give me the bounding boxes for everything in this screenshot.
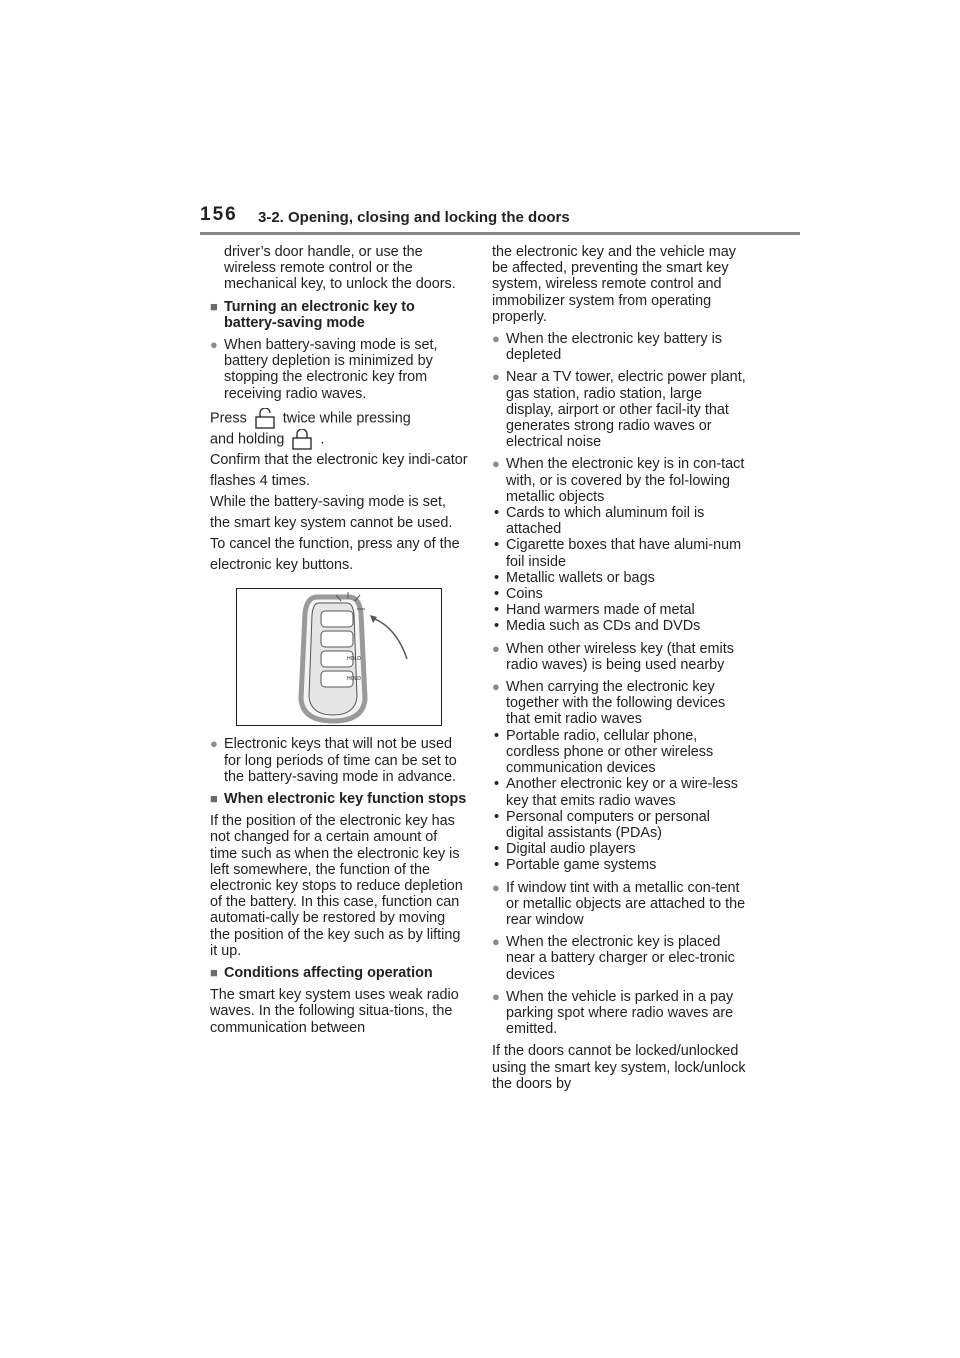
- electronic-key-illustration: [237, 589, 441, 725]
- intro-text: driver’s door handle, or use the wireless remote control or the mechanical key, to unlock the doors.: [224, 244, 456, 293]
- right-column: [492, 244, 750, 1098]
- hold-label-2: HOLD: [347, 676, 361, 683]
- while-text: While the battery-saving mode is set, the smart key system cannot be used. To cancel the function, press any of the electronic key buttons.: [210, 494, 460, 574]
- page-number: 156: [200, 204, 238, 225]
- list-item: • Metallic wallets or bags: [492, 570, 750, 586]
- condition-metallic-objects: ● When the electronic key is in con-tact with, or is covered by the fol-lowing metallic objects: [492, 456, 750, 505]
- list-item: • Media such as CDs and DVDs: [492, 618, 750, 634]
- confirm-text: Confirm that the electronic key indi-cator flashes 4 times.: [210, 452, 468, 490]
- condition-near-tower: ● Near a TV tower, electric power plant, gas station, radio station, large display, airport or other facil-ity that generates strong radio waves or electrical noise: [492, 369, 750, 450]
- hold-suffix-text: .: [320, 431, 325, 448]
- list-item: • Personal computers or personal digital assistants (PDAs): [492, 809, 750, 841]
- hold-line: [210, 429, 468, 450]
- condition-pay-parking: ● When the vehicle is parked in a pay parking spot where radio waves are emitted.: [492, 989, 750, 1038]
- lock-icon: [288, 429, 316, 450]
- bullet-battery-saving: ● When battery-saving mode is set, battery depletion is minimized by stopping the electronic key from receiving radio waves.: [210, 337, 468, 402]
- condition-battery-charger: ● When the electronic key is placed near a battery charger or elec-tronic devices: [492, 934, 750, 983]
- press-text: Press: [210, 410, 247, 427]
- list-item: • Cigarette boxes that have alumi-num foil inside: [492, 537, 750, 569]
- left-column: [210, 244, 468, 1042]
- header-rule: [200, 232, 800, 235]
- list-item: • Hand warmers made of metal: [492, 602, 750, 618]
- condition-other-wireless-key: ● When other wireless key (that emits radio waves) is being used nearby: [492, 641, 750, 673]
- bullet-advance-setting: ● Electronic keys that will not be used for long periods of time can be set to the battery-saving mode in advance.: [210, 736, 468, 785]
- metallic-objects-list: [492, 505, 750, 635]
- list-item: • Portable game systems: [492, 857, 750, 873]
- instruction-block: [210, 408, 468, 577]
- section-title: 3-2. Opening, closing and locking the doors: [258, 209, 570, 226]
- heading-conditions: ■ Conditions affecting operation: [210, 965, 468, 981]
- press-suffix-text: twice while pressing: [282, 410, 411, 427]
- list-item: • Another electronic key or a wire-less key that emits radio waves: [492, 776, 750, 808]
- condition-carrying-devices: ● When carrying the electronic key together with the following devices that emit radio waves: [492, 679, 750, 728]
- heading-key-function-stops: ■ When electronic key function stops: [210, 791, 468, 807]
- list-item: • Coins: [492, 586, 750, 602]
- list-item: • Portable radio, cellular phone, cordless phone or other wireless communication devices: [492, 728, 750, 777]
- condition-battery-depleted: ● When the electronic key battery is depleted: [492, 331, 750, 363]
- unlock-icon: [251, 408, 279, 429]
- key-function-stops-text: If the position of the electronic key has not changed for a certain amount of time such as when the electronic key is left somewhere, the function of the electronic key stops to reduce depletion of the battery. In this case, function can automati-cally be restored by moving the position of the key such as by lifting it up.: [210, 813, 463, 959]
- conditions-text: The smart key system uses weak radio waves. In the following situa-tions, the communication between: [210, 987, 459, 1036]
- final-text: If the doors cannot be locked/unlocked using the smart key system, lock/unlock the doors by: [492, 1043, 746, 1092]
- list-item: • Cards to which aluminum foil is attached: [492, 505, 750, 537]
- hold-label-1: HOLD: [347, 656, 361, 663]
- hold-text: and holding: [210, 431, 285, 448]
- devices-list: [492, 728, 750, 874]
- electronic-key-figure: [236, 588, 442, 726]
- press-line: [210, 408, 468, 429]
- continuation-text: the electronic key and the vehicle may be affected, preventing the smart key system, wireless remote control and immobilizer system from operating properly.: [492, 244, 736, 325]
- list-item: • Digital audio players: [492, 841, 750, 857]
- heading-battery-saving: ■ Turning an electronic key to battery-saving mode: [210, 299, 468, 331]
- condition-window-tint: ● If window tint with a metallic con-tent or metallic objects are attached to the rear window: [492, 880, 750, 929]
